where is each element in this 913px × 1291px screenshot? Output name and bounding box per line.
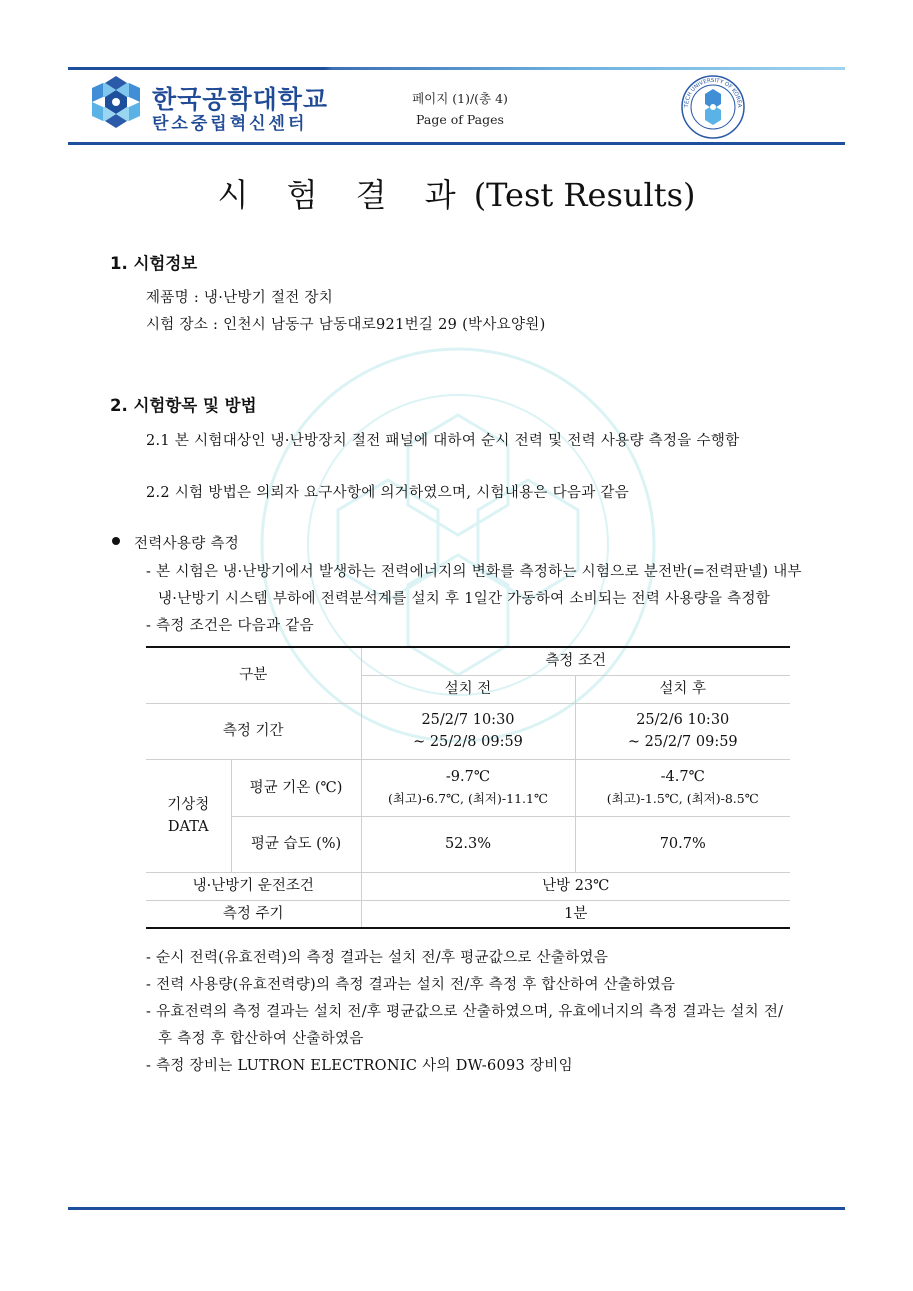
period-before-start: 25/2/7 10:30 [421,712,515,728]
cycle-value: 1분 [361,900,790,928]
operation-value: 난방 23℃ [361,872,790,900]
temp-after-avg: -4.7℃ [660,768,705,785]
table-row [146,872,790,900]
note-3a: - 유효전력의 측정 결과는 설치 전/후 평균값으로 산출하였으며, 유효에너지의 측정 결과는 설치 전/ [146,1004,784,1020]
humidity-before: 52.3% [361,816,575,872]
product-line: 제품명 : 냉·난방기 절전 장치 [146,290,334,306]
humidity-after: 70.7% [575,816,790,872]
university-logo-icon [90,74,142,130]
period-after [575,703,790,759]
note-2: - 전력 사용량(유효전력량)의 측정 결과는 설치 전/후 측정 후 합산하여 산출하였음 [146,977,676,993]
avg-temp-label: 평균 기온 (℃) [231,759,361,816]
measurement-desc-1: - 본 시험은 냉·난방기에서 발생하는 전력에너지의 변화를 측정하는 시험으로 분전반(=전력판넬) 내부 [146,564,802,580]
temp-before-avg: -9.7℃ [445,768,491,785]
cycle-label: 측정 주기 [146,900,361,928]
table-row [146,647,790,675]
svg-text:TECH UNIVERSITY OF KOREA: TECH UNIVERSITY OF KOREA [683,77,743,108]
after-header: 설치 후 [575,675,790,703]
period-after-start: 25/2/6 10:30 [636,712,730,728]
operation-label: 냉·난방기 운전조건 [146,872,361,900]
conditions-table [146,646,790,929]
title-english: (Test Results) [473,176,696,214]
temp-before [361,759,575,816]
conditions-header: 측정 조건 [361,647,790,675]
measurement-desc-2: 냉·난방기 시스템 부하에 전력분석계를 설치 후 1일간 가동하여 소비되는 전력 사용량을 측정함 [158,591,771,607]
weather-label-line2: DATA [167,818,209,835]
note-4: - 측정 장비는 LUTRON ELECTRONIC 사의 DW-6093 장비임 [146,1058,573,1074]
bullet-title: 전력사용량 측정 [134,536,240,552]
temp-before-range: (최고)-6.7℃, (최저)-11.1℃ [388,790,548,806]
conditions-intro: - 측정 조건은 다음과 같음 [146,618,314,634]
page-number-line: 페이지 (1)/(총 4) [412,91,508,106]
period-before [361,703,575,759]
page-info [360,88,560,130]
period-label: 측정 기간 [146,703,361,759]
note-1: - 순시 전력(유효전력)의 측정 결과는 설치 전/후 평균값으로 산출하였음 [146,950,609,966]
section-1-heading: 1. 시험정보 [110,254,198,273]
weather-data-label [146,759,231,872]
item-2-2: 2.2 시험 방법은 의뢰자 요구사항에 의거하였으며, 시험내용은 다음과 같음 [146,485,630,501]
section-2-heading: 2. 시험항목 및 방법 [110,396,257,415]
page-of-pages-line: Page of Pages [416,112,504,127]
category-header: 구분 [146,647,361,703]
header-top-rule [68,67,845,70]
document-title [0,170,913,216]
org-name-secondary: 탄소중립혁신센터 [152,114,308,134]
avg-humidity-label: 평균 습도 (%) [231,816,361,872]
item-2-1: 2.1 본 시험대상인 냉·난방장치 절전 패널에 대하여 순시 전력 및 전력 사용량 측정을 수행함 [146,433,740,449]
title-korean: 시 험 결 과 [217,176,470,214]
period-before-end: ~ 25/2/8 09:59 [413,734,523,750]
university-seal-icon [680,74,746,140]
header-bottom-rule [68,142,845,145]
weather-label-line1: 기상청 [167,796,210,813]
table-row [146,759,790,816]
temp-after [575,759,790,816]
table-row [146,703,790,759]
temp-after-range: (최고)-1.5℃, (최저)-8.5℃ [606,790,759,806]
note-3b: 후 측정 후 합산하여 산출하였음 [158,1031,364,1047]
table-row [146,816,790,872]
table-row [146,900,790,928]
org-name-primary: 한국공학대학교 [152,85,329,114]
bullet-icon [112,537,120,545]
location-line: 시험 장소 : 인천시 남동구 남동대로921번길 29 (박사요양원) [146,317,546,333]
footer-rule [68,1207,845,1210]
period-after-end: ~ 25/2/7 09:59 [627,734,738,750]
before-header: 설치 전 [361,675,575,703]
